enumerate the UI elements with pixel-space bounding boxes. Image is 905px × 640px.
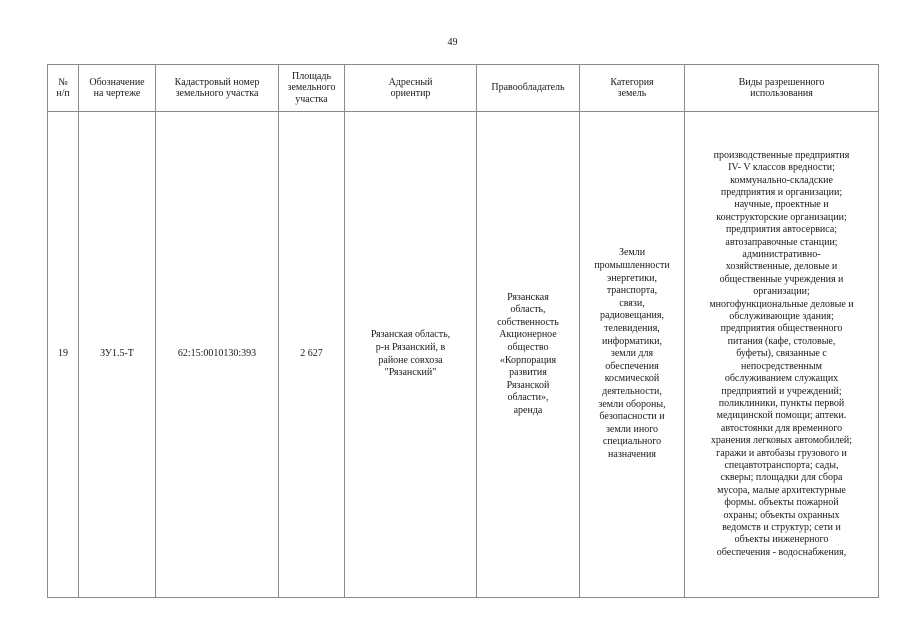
header-category-label: Категория земель [610,76,654,99]
land-plot-table [47,64,879,598]
header-cadastral [156,65,279,112]
header-number [48,65,79,112]
cell-category: Земли промышленности энергетики, транспорта, связи, радиовещания, телевидения, информатики, земли для обеспечения космической деятельности, земли обороны, безопасности и земли иного специального назначения [580,112,685,598]
header-address-label: Адресный ориентир [388,76,433,99]
cell-area: 2 627 [279,112,345,598]
page-number: 49 [447,37,458,48]
cell-address: Рязанская область, р-н Рязанский, в районе совхоза "Рязанский" [345,112,477,598]
header-designation [79,65,156,112]
header-cadastral-label: Кадастровый номер земельного участка [174,76,260,99]
header-uses-label: Виды разрешенного использования [738,76,825,99]
header-number-label: № н/п [56,76,70,99]
cell-owner: Рязанская область, собственность Акционерное общество «Корпорация развития Рязанской области», аренда [477,112,580,598]
header-owner-label: Правообладатель [491,82,565,94]
header-category [580,65,685,112]
cell-uses: производственные предприятия IV- V классов вредности; коммунально-складские предприятия и организации; научные, проектные и конструкторские организации; предприятия автосервиса; автозаправочные станции; административно- хозяйственные, деловые и общественные учреждения и организации; многофункциональные деловые и обслуживающие здания; предприятия общественного питания (кафе, столовые, буфеты), связанные с непосредственным обслуживанием служащих предприятий и учреждений; поликлиники, пункты первой медицинской помощи; аптеки. автостоянки для временного хранения легковых автомобилей; гаражи и автобазы грузового и спецавтотранспорта; сады, скверы; площадки для сбора мусора, малые архитектурные формы. объекты пожарной охраны; объекты охранных ведомств и структур; сети и объекты инженерного обеспечения - водоснабжения, [685,112,879,598]
table-header-row [48,65,879,112]
header-area [279,65,345,112]
cell-number: 19 [48,112,79,598]
header-designation-label: Обозначение на чертеже [89,76,145,99]
header-area-label: Площадь земельного участка [287,70,336,105]
header-owner [477,65,580,112]
header-address [345,65,477,112]
cell-designation: ЗУ1.5-Т [79,112,156,598]
header-uses [685,65,879,112]
table-row [48,112,879,598]
cell-cadastral: 62:15:0010130:393 [156,112,279,598]
